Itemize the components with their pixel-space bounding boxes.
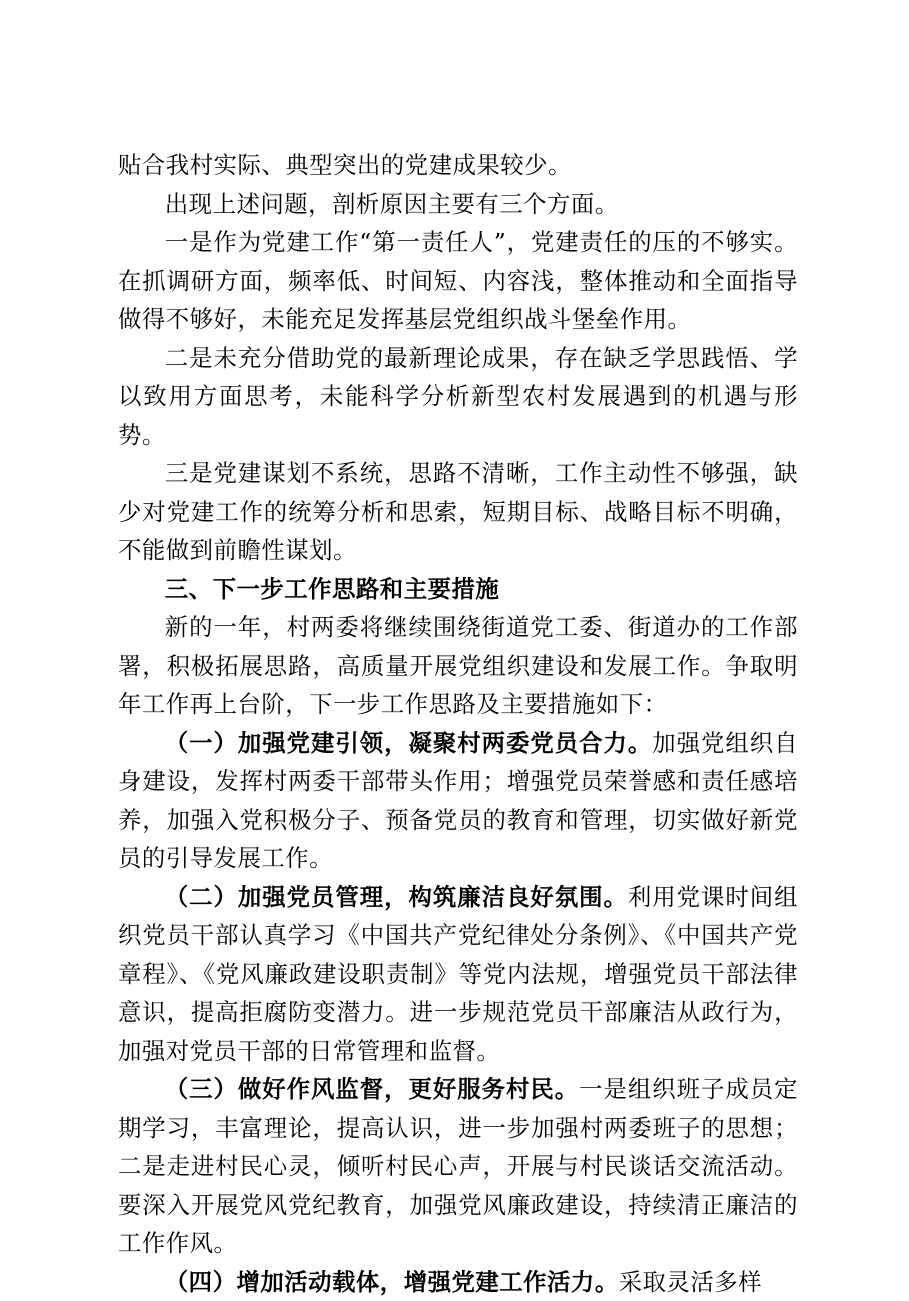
paragraph-cause-1: 一是作为党建工作“第一责任人”，党建责任的压的不够实。在抓调研方面，频率低、时间短、内容浅，整体推动和全面指导做得不够好，未能充足发挥基层党组织战斗堡垒作用。 bbox=[118, 223, 798, 339]
paragraph-cause-3: 三是党建谋划不系统，思路不清晰，工作主动性不够强，缺少对党建工作的统筹分析和思索，短期目标、战略目标不明确，不能做到前瞻性谋划。 bbox=[118, 454, 798, 570]
measure-1-text: 加强党组织自身建设，发挥村两委干部带头作用；增强党员荣誉感和责任感培养，加强入党积极分子、预备党员的教育和管理，切实做好新党员的引导发展工作。 bbox=[118, 729, 798, 873]
paragraph-continuation: 贴合我村实际、典型突出的党建成果较少。 bbox=[118, 146, 798, 185]
paragraph-measure-1 bbox=[118, 724, 798, 878]
measure-2-text: 利用党课时间组织党员干部认真学习《中国共产党纪律处分条例》、《中国共产党章程》、《党风廉政建设职责制》等党内法规，增强党员干部法律意识，提高拒腐防变潜力。进一步规范党员干部廉洁从政行为，加强对党员干部的日常管理和监督。 bbox=[118, 883, 798, 1065]
paragraph-cause-2: 二是未充分借助党的最新理论成果，存在缺乏学思践悟、学以致用方面思考，未能科学分析新型农村发展遇到的机遇与形势。 bbox=[118, 339, 798, 455]
paragraph-plan-intro: 新的一年，村两委将继续围绕街道党工委、街道办的工作部署，积极拓展思路，高质量开展党组织建设和发展工作。争取明年工作再上台阶，下一步工作思路及主要措施如下： bbox=[118, 608, 798, 724]
paragraph-measure-4 bbox=[118, 1263, 798, 1301]
paragraph-cause-intro: 出现上述问题，剖析原因主要有三个方面。 bbox=[118, 185, 798, 224]
paragraph-measure-3 bbox=[118, 1070, 798, 1263]
measure-1-lead: （一）加强党建引领，凝聚村两委党员合力。 bbox=[165, 729, 652, 757]
document-body bbox=[118, 146, 798, 1301]
section-heading: 三、下一步工作思路和主要措施 bbox=[118, 570, 798, 609]
measure-2-lead: （二）加强党员管理，构筑廉洁良好氛围。 bbox=[165, 883, 628, 911]
measure-3-text: 一是组织班子成员定期学习，丰富理论，提高认识，进一步加强村两委班子的思想；二是走进村民心灵，倾听村民心声，开展与村民谈话交流活动。要深入开展党风党纪教育，加强党风廉政建设，持续清正廉洁的工作作风。 bbox=[118, 1075, 798, 1257]
paragraph-measure-2 bbox=[118, 878, 798, 1071]
measure-4-lead: （四）增加活动载体，增强党建工作活力。 bbox=[165, 1268, 619, 1296]
measure-4-text: 采取灵活多样 bbox=[619, 1268, 762, 1296]
measure-3-lead: （三）做好作风监督，更好服务村民。 bbox=[165, 1075, 579, 1103]
